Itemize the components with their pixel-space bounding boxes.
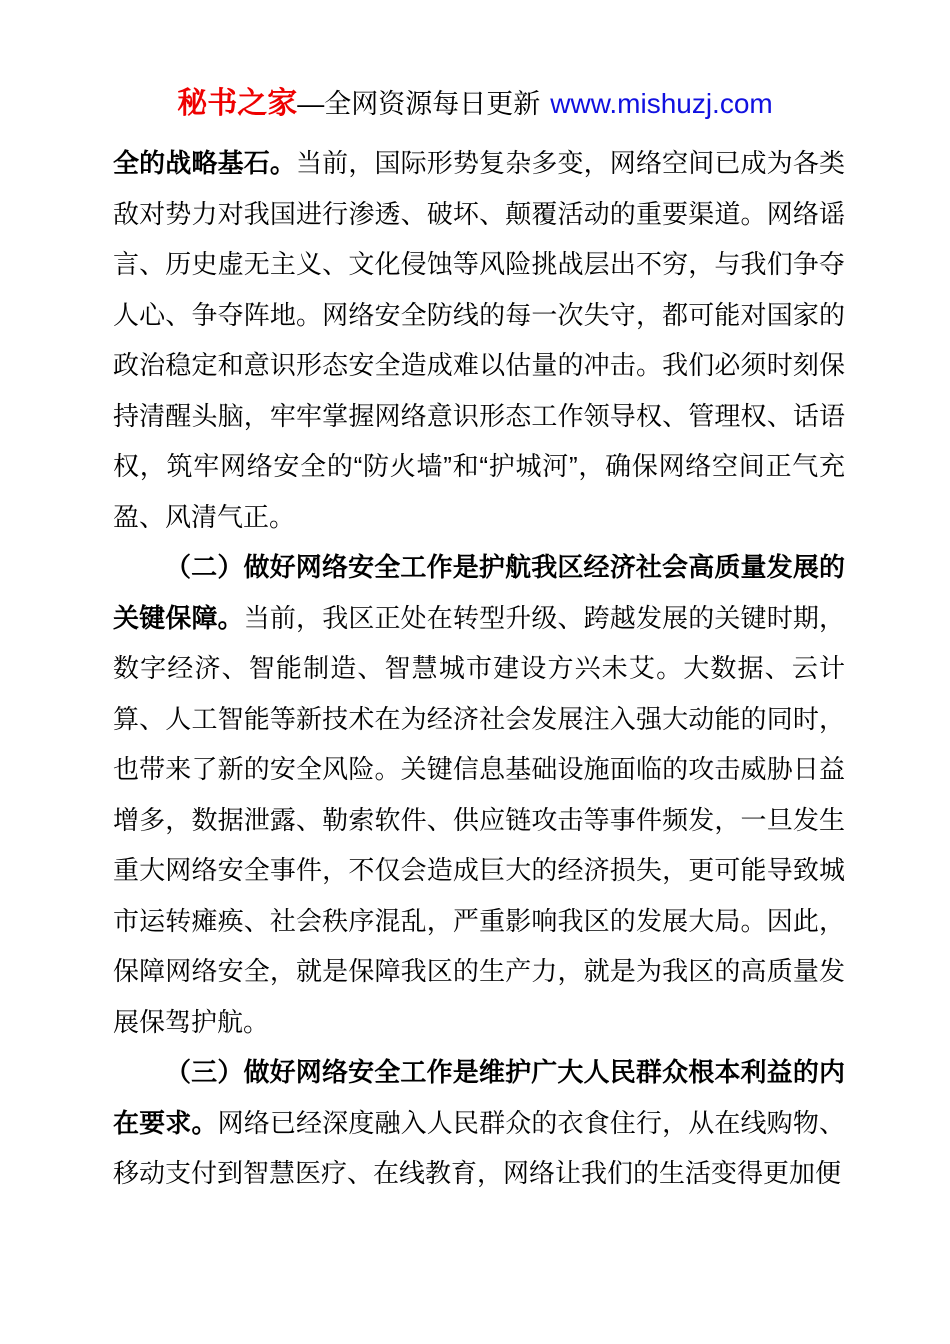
paragraph-text: 当前，国际形势复杂多变，网络空间已成为各类敌对势力对我国进行渗透、破坏、颠覆活动的重要渠道。网络谣言、历史虚无主义、文化侵蚀等风险挑战层出不穷，与我们争夺人心、争夺阵地。网络安全防线的每一次失守，都可能对国家的政治稳定和意识形态安全造成难以估量的冲击。我们必须时刻保持清醒头脑，牢牢掌握网络意识形态工作领导权、管理权、话语权，筑牢网络安全的“防火墙”和“护城河”，确保网络空间正气充盈、风清气正。 <box>113 148 845 532</box>
paragraph-strategic-cornerstone <box>113 138 845 542</box>
paragraph-text: 网络已经深度融入人民群众的衣食住行，从在线购物、移动支付到智慧医疗、在线教育，网络让我们的生活变得更加便 <box>113 1107 845 1188</box>
site-tagline: 全网资源每日更新 <box>324 89 541 119</box>
paragraph-section-two <box>113 542 845 1047</box>
header-separator-dash: — <box>297 89 325 119</box>
document-body <box>113 138 845 1199</box>
paragraph-section-three <box>113 1047 845 1199</box>
paragraph-lead-bold: （二）做好网络安全工作是护航我区经济社会高质量发展的关键保障。 <box>113 552 845 633</box>
paragraph-lead-bold: （三）做好网络安全工作是维护广大人民群众根本利益的内在要求。 <box>113 1057 845 1138</box>
site-url-link[interactable]: www.mishuzj.com <box>550 88 773 119</box>
paragraph-text: 当前，我区正处在转型升级、跨越发展的关键时期，数字经济、智能制造、智慧城市建设方兴未艾。大数据、云计算、人工智能等新技术在为经济社会发展注入强大动能的同时，也带来了新的安全风险。关键信息基础设施面临的攻击威胁日益增多，数据泄露、勒索软件、供应链攻击等事件频发，一旦发生重大网络安全事件，不仅会造成巨大的经济损失，更可能导致城市运转瘫痪、社会秩序混乱，严重影响我区的发展大局。因此，保障网络安全，就是保障我区的生产力，就是为我区的高质量发展保驾护航。 <box>113 602 845 1037</box>
paragraph-lead-bold: 全的战略基石。 <box>113 148 297 178</box>
site-name: 秘书之家 <box>177 87 298 120</box>
site-header <box>0 0 950 122</box>
